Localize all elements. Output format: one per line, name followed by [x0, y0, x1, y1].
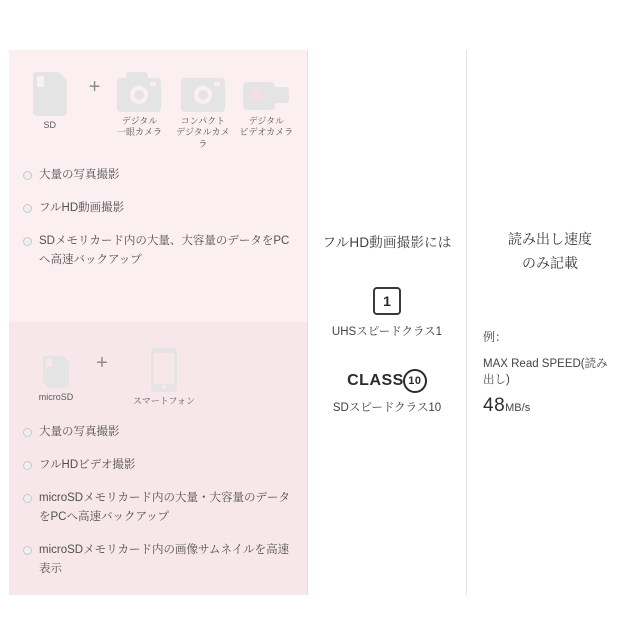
- example-label: 例：: [483, 329, 508, 344]
- sd-device-row: [21, 64, 295, 150]
- list-item: [21, 423, 295, 442]
- middle-column: [307, 50, 467, 595]
- class-word: CLASS: [347, 371, 404, 389]
- device-smartphone: [119, 340, 209, 407]
- dslr-camera-icon: [111, 64, 168, 112]
- uhs-speed-class-icon: 1: [373, 287, 401, 315]
- microsd-card-icon: [27, 340, 85, 388]
- device-compact-label-line1: コンパクト: [180, 116, 226, 126]
- panels-container: [9, 50, 633, 595]
- list-item: [21, 489, 295, 527]
- list-item: [21, 166, 295, 185]
- speed-value-row: [483, 395, 617, 417]
- microsd-usage-block: [9, 322, 307, 595]
- list-item: [21, 199, 295, 218]
- right-title-line2: のみ記載: [522, 255, 578, 271]
- smartphone-icon: [119, 340, 209, 392]
- device-video-label-line1: デジタル: [248, 116, 285, 126]
- bullet-dot-icon: [23, 171, 32, 180]
- speed-number: 48: [483, 394, 506, 416]
- device-sd-label: SD: [43, 120, 56, 130]
- video-camera-icon: [238, 64, 295, 112]
- list-item-text: microSDメモリカード内の大量・大容量のデータをPCへ高速バックアップ: [39, 492, 290, 524]
- list-item-text: 大量の写真撮影: [39, 426, 120, 439]
- sd-speed-class-label: SDスピードクラス10: [332, 401, 442, 414]
- bullet-dot-icon: [23, 204, 32, 213]
- sd-bullet-list: [21, 166, 295, 270]
- device-microsd: [27, 340, 85, 403]
- spec-line: MAX Read SPEED(読み出し): [483, 357, 608, 386]
- device-dslr-label-line2: 一眼カメラ: [116, 127, 162, 138]
- microsd-bullet-list: [21, 423, 295, 579]
- bullet-dot-icon: [23, 546, 32, 555]
- device-smartphone-label: スマートフォン: [132, 396, 196, 406]
- device-dslr-label-line1: デジタル: [121, 116, 158, 126]
- list-item-text: 大量の写真撮影: [39, 168, 120, 181]
- list-item: [21, 456, 295, 475]
- list-item-text: SDメモリカード内の大量、大容量のデータをPCへ高速バックアップ: [39, 234, 290, 266]
- sd-speed-class-icon: [347, 369, 427, 393]
- list-item-text: フルHD動画撮影: [39, 201, 125, 214]
- right-title-line1: 読み出し速度: [508, 231, 592, 248]
- device-dslr: [111, 64, 168, 139]
- device-compact-label-line2: デジタルカメラ: [176, 127, 230, 149]
- list-item: [21, 232, 295, 270]
- bullet-dot-icon: [23, 428, 32, 437]
- list-item-text: microSDメモリカード内の画像サムネイルを高速表示: [39, 544, 290, 576]
- device-sd: [21, 64, 78, 131]
- sd-usage-block: [9, 50, 307, 322]
- device-video: [238, 64, 295, 139]
- list-item: [21, 541, 295, 579]
- device-compact: [174, 64, 231, 150]
- right-column: [467, 50, 633, 595]
- microsd-device-row: [21, 340, 295, 407]
- uhs-speed-class-label: UHSスピードクラス1: [331, 325, 443, 338]
- middle-title: フルHD動画撮影には: [322, 234, 452, 250]
- bullet-dot-icon: [23, 494, 32, 503]
- class-number: 10: [403, 369, 427, 393]
- left-column: [9, 50, 307, 595]
- list-item-text: フルHDビデオ撮影: [39, 459, 136, 472]
- device-microsd-label: microSD: [38, 392, 74, 402]
- device-video-label-line2: ビデオカメラ: [239, 127, 294, 138]
- bullet-dot-icon: [23, 461, 32, 470]
- sd-card-icon: [21, 64, 78, 116]
- compact-camera-icon: [174, 64, 231, 112]
- plus-icon: +: [88, 76, 101, 98]
- plus-icon: +: [96, 352, 108, 374]
- speed-unit: MB/s: [505, 401, 531, 414]
- right-title: [483, 228, 617, 276]
- bullet-dot-icon: [23, 237, 32, 246]
